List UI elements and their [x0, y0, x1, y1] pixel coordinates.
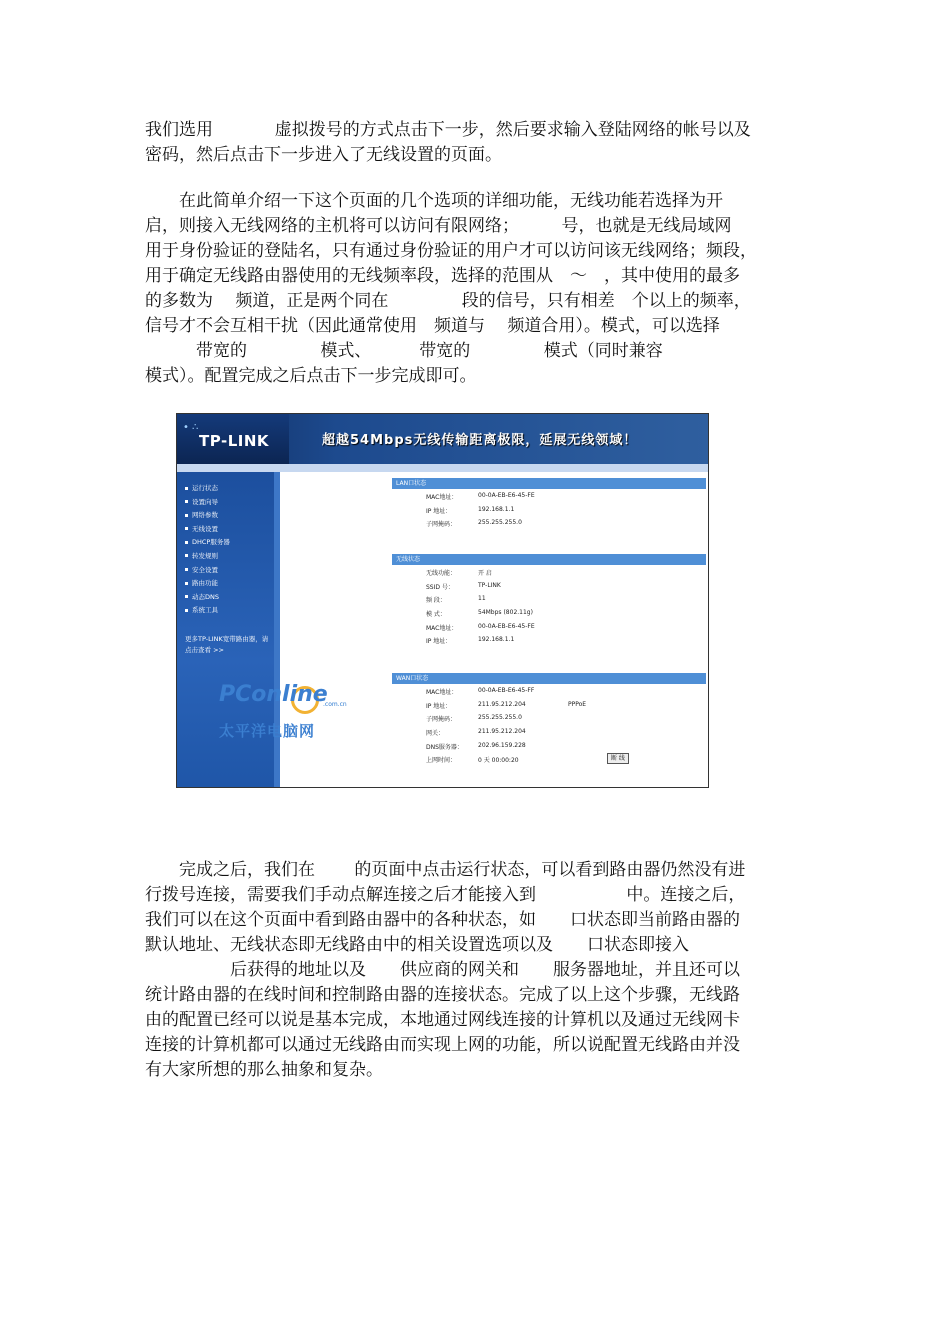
field-value: 0 天 00:00:20 [478, 757, 519, 765]
field-label: MAC地址： [426, 494, 458, 501]
menu-item-status[interactable]: 运行状态 [185, 482, 230, 496]
field-label: IP 地址： [426, 702, 452, 710]
field-label: 频 段： [426, 597, 446, 605]
field-value: 11 [478, 595, 486, 603]
paragraph-line: 默认地址、无线状态即无线路由中的相关设置选项以及 口状态即接入 [145, 935, 689, 955]
status-row [392, 606, 706, 620]
bullet-icon [185, 514, 188, 517]
bullet-icon [185, 582, 188, 585]
field-value: 54Mbps (802.11g) [478, 609, 533, 617]
paragraph-2 [145, 189, 810, 389]
lan-status-panel [392, 478, 706, 530]
logo-area [177, 414, 289, 464]
field-label: IP 地址： [426, 638, 452, 646]
paragraph-line: 统计路由器的在线时间和控制路由器的连接状态。完成了以上这个步骤，无线路 [145, 985, 740, 1005]
status-row [392, 684, 706, 698]
status-row [392, 620, 706, 634]
status-row [392, 711, 706, 725]
field-label: 无线功能： [426, 570, 457, 577]
menu-item-tools[interactable]: 系统工具 [185, 604, 230, 618]
disconnect-button[interactable]: 断 线 [607, 753, 629, 764]
field-label: 子网掩码： [426, 716, 457, 724]
status-row [392, 725, 706, 739]
bullet-icon [185, 595, 188, 598]
field-value: 192.168.1.1 [478, 505, 515, 513]
brand-logo: TP-LINK [199, 432, 270, 450]
panel-title: WAN口状态 [392, 673, 706, 684]
menu-item-routing[interactable]: 路由功能 [185, 577, 230, 591]
bullet-icon [185, 527, 188, 530]
menu-item-forwarding[interactable]: 转发规则 [185, 550, 230, 564]
status-row [392, 489, 706, 503]
paragraph-1 [145, 118, 810, 168]
field-label: DNS服务器： [426, 743, 463, 751]
logo-signal-icon: • ∴ [183, 422, 199, 433]
bullet-icon [185, 554, 188, 557]
menu-item-wireless[interactable]: 无线设置 [185, 523, 230, 537]
field-value: 202.96.159.228 [478, 741, 526, 749]
paragraph-line: 模式）。配置完成之后点击下一步完成即可。 [145, 366, 477, 386]
field-value: 192.168.1.1 [478, 636, 515, 644]
paragraph-line: 在此简单介绍一下这个页面的几个选项的详细功能，无线功能若选择为开 [145, 191, 723, 211]
bullet-icon [185, 500, 188, 503]
field-value: 211.95.212.204 [478, 700, 526, 708]
field-label: 模 式： [426, 611, 446, 619]
status-row [392, 698, 706, 712]
paragraph-line: 完成之后，我们在 的页面中点击运行状态，可以看到路由器仍然没有进 [145, 860, 746, 880]
status-row [392, 516, 706, 530]
menu-item-security[interactable]: 安全设置 [185, 564, 230, 578]
more-products-link[interactable]: 更多TP-LINK宽带路由器，请点击查看 >> [185, 635, 269, 654]
wireless-status-panel [392, 554, 706, 647]
field-label: MAC地址： [426, 624, 458, 632]
paragraph-3 [145, 858, 810, 1083]
banner-slogan: 超越54Mbps无线传输距离极限，延展无线领域！ [322, 433, 638, 448]
paragraph-line: 启，则接入无线网络的主机将可以访问有限网络； 号，也就是无线局域网 [145, 216, 732, 236]
paragraph-line: 密码，然后点击下一步进入了无线设置的页面。 [145, 145, 502, 165]
panel-title: LAN口状态 [392, 478, 706, 489]
bullet-icon [185, 609, 188, 612]
status-row [392, 752, 706, 766]
paragraph-line: 用于身份验证的登陆名，只有通过身份验证的用户才可以访问该无线网络；频段， [145, 241, 757, 261]
bullet-icon [185, 487, 188, 490]
status-row [392, 503, 706, 517]
paragraph-line: 的多数为 频道，正是两个同在 段的信号，只有相差 个以上的频率， [145, 291, 751, 311]
field-value: 00-0A-EB-E6-45-FF [478, 687, 535, 694]
status-row [392, 565, 706, 579]
field-value: TP-LINK [478, 581, 501, 589]
menu-item-ddns[interactable]: 动态DNS [185, 591, 230, 605]
paragraph-line: 我们可以在这个页面中看到路由器中的各种状态，如 口状态即当前路由器的 [145, 910, 740, 930]
paragraph-line: 带宽的 模式、 带宽的 模式（同时兼容 [145, 341, 663, 361]
paragraph-line: 连接的计算机都可以通过无线路由而实现上网的功能，所以说配置无线路由并没 [145, 1035, 740, 1055]
paragraph-line: 信号才不会互相干扰（因此通常使用 频道与 频道合用）。模式，可以选择 [145, 316, 720, 336]
watermark-domain: .com.cn [323, 701, 347, 708]
status-row [392, 579, 706, 593]
paragraph-line: 用于确定无线路由器使用的无线频率段，选择的范围从 ～ ，其中使用的最多 [145, 266, 740, 286]
status-row [392, 739, 706, 753]
panel-title: 无线状态 [392, 554, 706, 565]
watermark-chinese: 太平洋电脑网 [219, 722, 316, 740]
field-value: 00-0A-EB-E6-45-FE [478, 492, 535, 499]
field-value: 211.95.212.204 [478, 728, 526, 736]
field-value: 开 启 [478, 570, 492, 577]
watermark-logo: PConline [219, 682, 328, 707]
wan-status-panel [392, 673, 706, 766]
field-value: 255.255.255.0 [478, 519, 522, 527]
header-banner [177, 414, 708, 464]
paragraph-line: 行拨号连接，需要我们手动点解连接之后才能接入到 中。连接之后， [145, 885, 746, 905]
menu-item-dhcp[interactable]: DHCP服务器 [185, 536, 230, 550]
paragraph-line: 有大家所想的那么抽象和复杂。 [145, 1060, 383, 1080]
status-row [392, 592, 706, 606]
field-value: 255.255.255.0 [478, 714, 522, 722]
field-label: SSID 号： [426, 583, 454, 591]
status-row [392, 633, 706, 647]
sidebar-menu [185, 482, 230, 618]
menu-item-network[interactable]: 网络参数 [185, 509, 230, 523]
bullet-icon [185, 541, 188, 544]
bullet-icon [185, 568, 188, 571]
paragraph-line: 由的配置已经可以说是基本完成，本地通过网线连接的计算机以及通过无线网卡 [145, 1010, 740, 1030]
field-value: 00-0A-EB-E6-45-FE [478, 622, 535, 630]
field-label: MAC地址： [426, 689, 458, 696]
field-label: IP 地址： [426, 507, 452, 515]
connection-type: PPPoE [568, 700, 587, 708]
paragraph-line: 后获得的地址以及 供应商的网关和 服务器地址，并且还可以 [145, 960, 740, 980]
router-status-screenshot [176, 413, 709, 788]
paragraph-line: 我们选用 虚拟拨号的方式点击下一步，然后要求输入登陆网络的帐号以及 [145, 120, 751, 140]
field-label: 网关： [426, 730, 445, 738]
banner-divider [177, 464, 708, 472]
field-label: 子网掩码： [426, 521, 457, 529]
menu-item-wizard[interactable]: 设置向导 [185, 496, 230, 510]
field-label: 上网时间： [426, 757, 457, 765]
